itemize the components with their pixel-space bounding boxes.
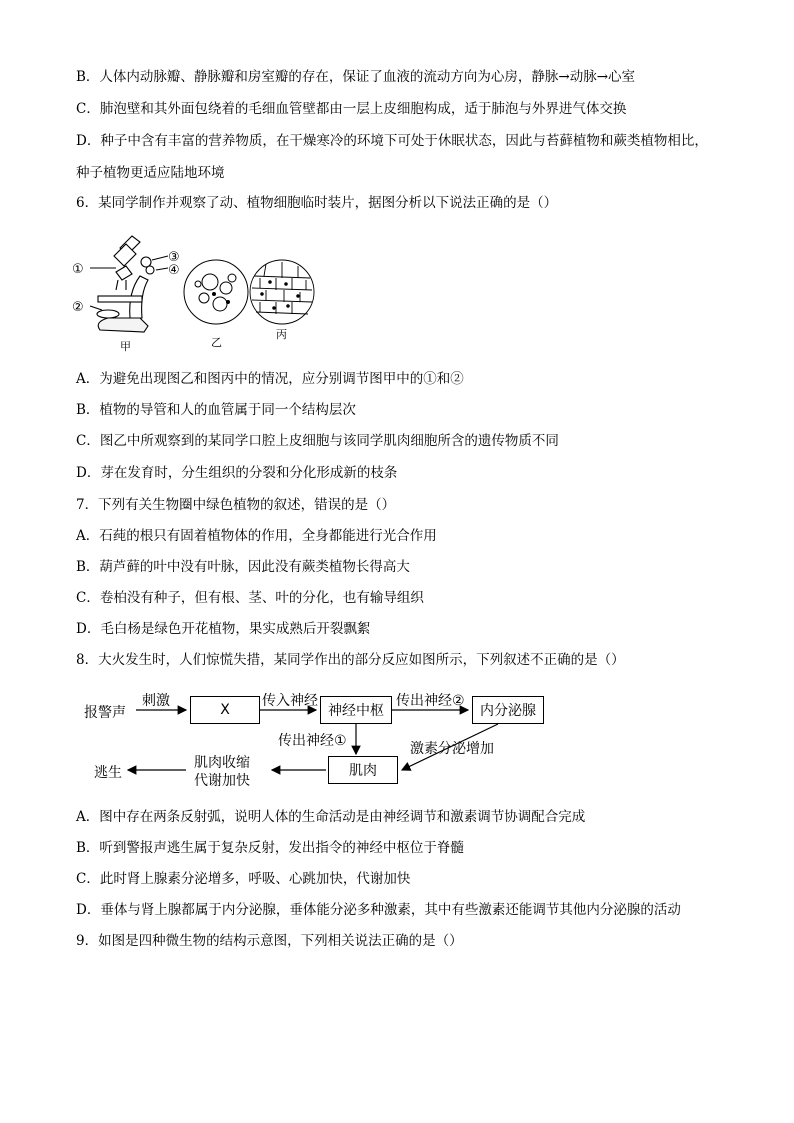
receptor-x-box: X xyxy=(190,696,260,724)
q6-option-c: C．图乙中所观察到的某同学口腔上皮细胞与该同学肌肉细胞所含的遗传物质不同 xyxy=(76,433,559,449)
hormone-increase-label: 激素分泌增加 xyxy=(410,741,494,757)
q8-option-c: C．此时肾上腺素分泌增多，呼吸、心跳加快，代谢加快 xyxy=(76,871,411,887)
microscope-figure xyxy=(70,222,330,354)
escape-label: 逃生 xyxy=(94,765,122,781)
q6-option-a: A．为避免出现图乙和图丙中的情况，应分别调节图甲中的①和② xyxy=(76,371,464,387)
q8-option-a: A．图中存在两条反射弧，说明人体的生命活动是由神经调节和激素调节协调配合完成 xyxy=(76,809,586,825)
alarm-sound-label: 报警声 xyxy=(84,705,126,721)
label-3: ③ xyxy=(168,250,180,265)
nerve-center-box: 神经中枢 xyxy=(320,696,392,724)
muscle-box: 肌肉 xyxy=(328,756,398,784)
q7-option-a: A．石莼的根只有固着植物体的作用，全身都能进行光合作用 xyxy=(76,528,437,544)
caption-jia: 甲 xyxy=(120,340,131,353)
q7-stem: 7．下列有关生物圈中绿色植物的叙述，错误的是（） xyxy=(76,497,396,513)
q5-option-d-line2: 种子植物更适应陆地环境 xyxy=(76,165,225,181)
endocrine-gland-box: 内分泌腺 xyxy=(472,696,544,724)
view-yi xyxy=(184,260,248,324)
q7-option-b: B．葫芦藓的叶中没有叶脉，因此没有蕨类植物长得高大 xyxy=(76,559,410,575)
stimulus-label: 刺激 xyxy=(142,693,170,709)
microscope-drawing xyxy=(90,236,168,332)
q5-option-b: B．人体内动脉瓣、静脉瓣和房室瓣的存在，保证了血液的流动方向为心房，静脉→动脉→心室 xyxy=(76,69,636,85)
afferent-nerve-label: 传入神经 xyxy=(262,693,318,709)
q6-option-d: D．芽在发育时，分生组织的分裂和分化形成新的枝条 xyxy=(76,465,398,481)
efferent-nerve-1-label: 传出神经① xyxy=(278,733,347,749)
q7-option-c: C．卷柏没有种子，但有根、茎、叶的分化，也有输导组织 xyxy=(76,590,424,606)
q7-option-d: D．毛白杨是绿色开花植物，果实成熟后开裂飘絮 xyxy=(76,621,371,637)
caption-bing: 丙 xyxy=(276,328,287,341)
caption-yi: 乙 xyxy=(211,336,222,349)
label-1: ① xyxy=(72,262,84,277)
q8-option-b: B．听到警报声逃生属于复杂反射，发出指令的神经中枢位于脊髓 xyxy=(76,840,464,856)
q8-stem: 8．大火发生时，人们惊慌失措，某同学作出的部分反应如图所示，下列叙述不正确的是（） xyxy=(76,652,625,668)
label-2: ② xyxy=(72,300,84,315)
q5-option-d-line1: D．种子中含有丰富的营养物质，在干燥寒冷的环境下可处于休眠状态，因此与苔藓植物和蕨类植物相比， xyxy=(76,133,708,149)
q6-figure xyxy=(70,222,330,354)
metabolism-label: 代谢加快 xyxy=(194,773,250,789)
q9-stem: 9．如图是四种微生物的结构示意图，下列相关说法正确的是（） xyxy=(76,933,463,949)
q6-option-b: B．植物的导管和人的血管属于同一个结构层次 xyxy=(76,402,356,418)
q6-stem: 6．某同学制作并观察了动、植物细胞临时装片，据图分析以下说法正确的是（） xyxy=(76,195,558,211)
muscle-contract-label: 肌肉收缩 xyxy=(194,755,250,771)
q8-flowchart xyxy=(80,686,560,796)
q5-option-c: C．肺泡壁和其外面包绕着的毛细血管壁都由一层上皮细胞构成，适于肺泡与外界进气体交换 xyxy=(76,101,627,117)
view-bing xyxy=(250,260,314,324)
label-4: ④ xyxy=(168,263,180,278)
q8-option-d: D．垂体与肾上腺都属于内分泌腺，垂体能分泌多种激素，其中有些激素还能调节其他内分泌腺的活动 xyxy=(76,902,681,918)
efferent-nerve-2-label: 传出神经② xyxy=(396,693,465,709)
